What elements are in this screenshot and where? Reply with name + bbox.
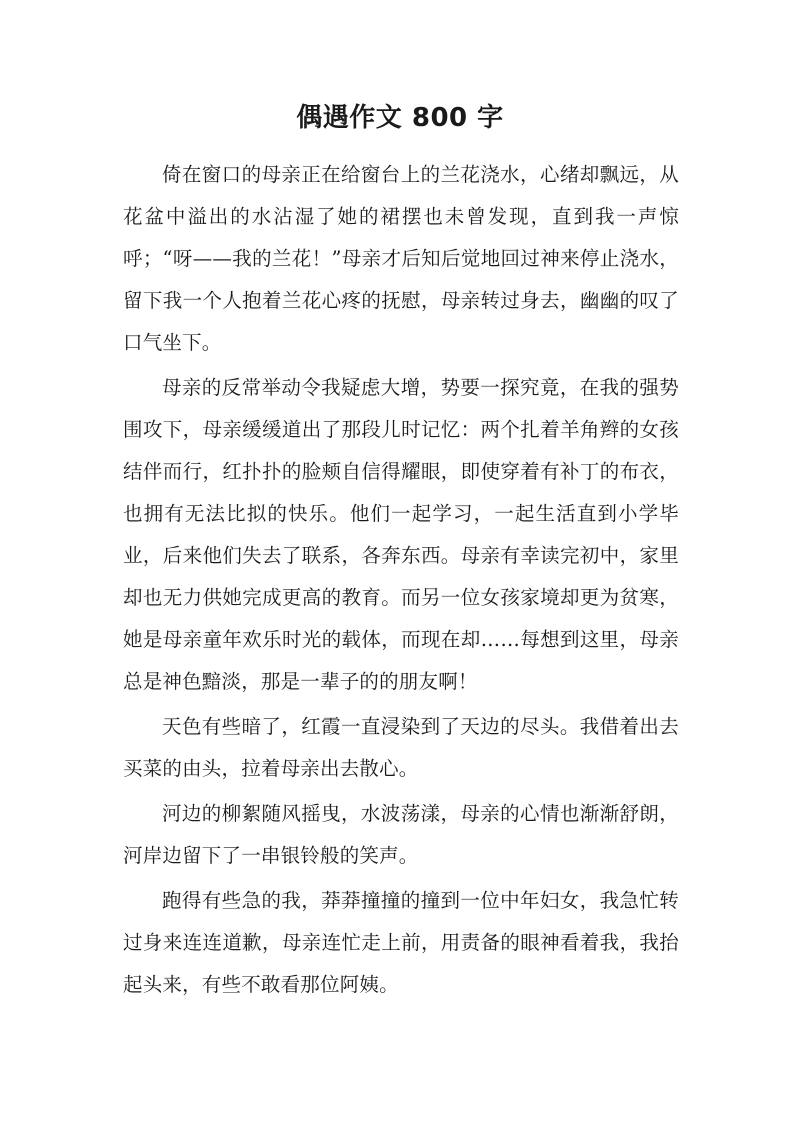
paragraph-1: 倚在窗口的母亲正在给窗台上的兰花浇水，心绪却飘远，从花盆中溢出的水沾湿了她的裙摆也未曾发现，直到我一声惊呼；“呀——我的兰花！”母亲才后知后觉地回过神来停止浇水，留下我一个人抱着兰花心疼的抚慰，母亲转过身去，幽幽的叹了口气坐下。 [123, 163, 679, 354]
document-title: 偶遇作文 800 字 [296, 103, 504, 133]
paragraph-4: 河边的柳絮随风摇曳，水波荡漾，母亲的心情也渐渐舒朗，河岸边留下了一串银铃般的笑声。 [123, 802, 679, 867]
paragraph-3: 天色有些暗了，红霞一直浸染到了天边的尽头。我借着出去买菜的由头，拉着母亲出去散心。 [123, 715, 679, 780]
paragraph-5: 跑得有些急的我，莽莽撞撞的撞到一位中年妇女，我急忙转过身来连连道歉，母亲连忙走上前，用责备的眼神看着我，我抬起头来，有些不敢看那位阿姨。 [123, 889, 679, 996]
paragraph-2: 母亲的反常举动令我疑虑大增，势要一探究竟，在我的强势围攻下，母亲缓缓道出了那段儿时记忆：两个扎着羊角辫的女孩结伴而行，红扑扑的脸颊自信得耀眼，即使穿着有补丁的布衣，也拥有无法比拟的快乐。他们一起学习，一起生活直到小学毕业，后来他们失去了联系，各奔东西。母亲有幸读完初中，家里却也无力供她完成更高的教育。而另一位女孩家境却更为贫寒，她是母亲童年欢乐时光的载体，而现在却……每想到这里，母亲总是神色黯淡，那是一辈子的的朋友啊！ [123, 376, 679, 693]
document-body [123, 154, 679, 1006]
